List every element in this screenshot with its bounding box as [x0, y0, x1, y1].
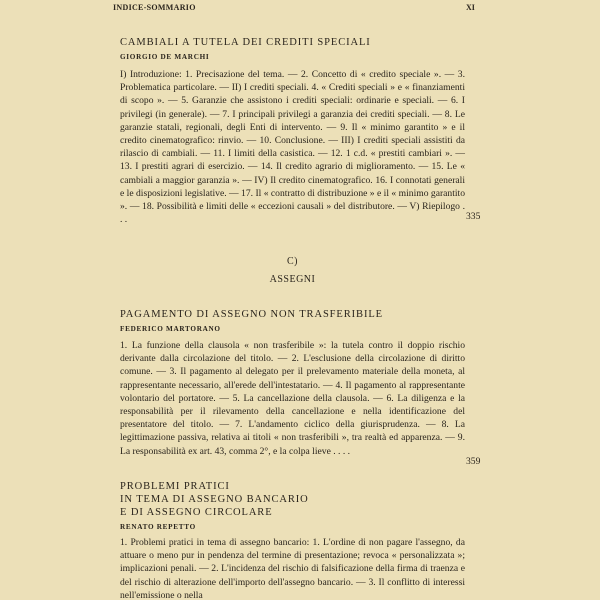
entry-page-number: 359: [466, 456, 481, 467]
entry-summary: I) Introduzione: 1. Precisazione del tema. — 2. Concetto di « credito speciale ». — 3. Problematica particolare. — II) I crediti speciali. 4. « Crediti speciali » e « finanziamenti di scopo ». — 5. Garanzie che assistono i crediti speciali: ordinarie e speciali. — 6. I privilegi (in generale). — 7. I principali privilegi a garanzia dei crediti speciali. — 8. Le garanzie statali, regionali, degli Enti di intervento. — 9. Il « minimo garantito » e il credito cinematografico: rinvio. — 10. Conclusione. — III) I crediti speciali assistiti da rilascio di cambiali. — 11. I limiti della casistica. — 12. 1 c.d. « prestiti cambiari ». — 13. I prestiti agrari di esercizio. — 14. Il credito agrario di miglioramento. — 15. Le « cambiali a maggior garanzia ». — IV) Il credito cinematografico. 16. I connotati generali e le disposizioni legislative. — 17. Il « contratto di distribuzione » e il « minimo garantito ». — 18. Possibilità e limiti delle « eccezioni causali » del distributore. — V) Riepilogo . . .: [120, 69, 465, 226]
entry-title-line-3: E DI ASSEGNO CIRCOLARE: [120, 507, 273, 518]
entry-author: FEDERICO MARTORANO: [120, 325, 221, 333]
entry-summary: 1. Problemi pratici in tema di assegno bancario: 1. L'ordine di non pagare l'assegno, da attuare o meno pur in pendenza del termine di presentazione; revoca « personalizzata »; implicazioni penali. — 2. L'incidenza del rischio di falsificazione della firma di traenza e del rischio di alterazione dell'importo dell'assegno bancario. — 3. Il conflitto di interessi nell'emissione o nella: [120, 537, 465, 600]
section-title: ASSEGNI: [269, 274, 316, 285]
entry-page-number: 335: [466, 211, 481, 222]
entry-title-line-1: PROBLEMI PRATICI: [120, 481, 230, 492]
toc-entry-problemi-pratici: [120, 480, 465, 531]
entry-title: CAMBIALI A TUTELA DEI CREDITI SPECIALI: [120, 37, 371, 48]
toc-entry-cambiali: [120, 36, 465, 61]
entry-author: RENATO REPETTO: [120, 523, 196, 531]
entry-summary: 1. La funzione della clausola « non trasferibile »: la tutela contro il doppio rischio derivante dalla circolazione del titolo. — 2. L'esclusione della circolazione di diritto comune. — 3. Il pagamento al delegato per il prelevamento materiale della moneta, al rappresentante necessario, all'erede dell'intestatario. — 4. Il pagamento al rappresentante volontario del portatore. — 5. La cancellazione della clausola. — 6. La diligenza e la responsabilità per il rilevamento della cancellazione e nella identificazione del presentatore del titolo. — 7. L'andamento ciclico della giurisprudenza. — 8. La legittimazione passiva, relativa ai titoli « non trasferibili », tra realtà ed apparenza. — 9. La responsabilità ex art. 43, comma 2°, e la colpa lieve . . . .: [120, 340, 465, 457]
entry-author: GIORGIO DE MARCHI: [120, 53, 210, 61]
toc-entry-pagamento-assegno: [120, 308, 465, 333]
running-head: [0, 0, 600, 14]
running-head-page-number: XI: [466, 3, 475, 12]
running-head-title: INDICE-SOMMARIO: [113, 3, 196, 12]
section-letter: C): [287, 256, 298, 267]
entry-title: PAGAMENTO DI ASSEGNO NON TRASFERIBILE: [120, 309, 383, 320]
entry-title-line-2: IN TEMA DI ASSEGNO BANCARIO: [120, 494, 309, 505]
